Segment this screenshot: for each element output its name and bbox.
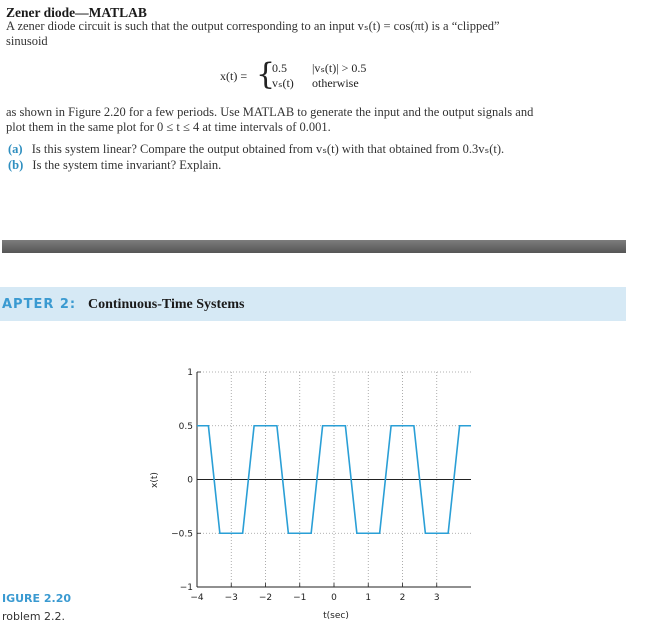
intro-line-1: A zener diode circuit is such that the output corresponding to an input vₛ(t) = cos(πt) is a “clipped” bbox=[6, 19, 500, 33]
figure-plot bbox=[0, 360, 647, 630]
x-axis-label: t(sec) bbox=[323, 611, 349, 621]
body-line-1: as shown in Figure 2.20 for a few periods. Use MATLAB to generate the input and the output signals and bbox=[6, 105, 534, 119]
equation-case1-value: 0.5 bbox=[272, 61, 287, 75]
part-b-text: Is the system time invariant? Explain. bbox=[32, 158, 222, 172]
y-tick-label: 0 bbox=[187, 475, 193, 486]
plot-axes bbox=[197, 372, 471, 587]
x-tick-label: 1 bbox=[365, 593, 372, 603]
equation-case2-value: vₛ(t) bbox=[272, 76, 294, 90]
part-b-label: (b) bbox=[8, 158, 24, 172]
chapter-title: Continuous-Time Systems bbox=[88, 297, 245, 312]
y-tick-label: −1 bbox=[179, 583, 193, 593]
equation-lhs: x(t) = bbox=[220, 69, 248, 83]
figure-caption: roblem 2.2. bbox=[2, 610, 66, 623]
equation-case1-condition: |vₛ(t)| > 0.5 bbox=[312, 61, 367, 75]
page-divider bbox=[2, 240, 626, 253]
x-tick-label: 0 bbox=[331, 593, 337, 603]
part-b bbox=[8, 158, 221, 173]
x-tick-label: −4 bbox=[190, 593, 204, 603]
equation-brace: { bbox=[256, 57, 276, 92]
x-tick-label: 3 bbox=[433, 593, 440, 603]
equation-case2-condition: otherwise bbox=[312, 76, 359, 90]
piecewise-equation bbox=[220, 57, 420, 96]
y-tick-label: 1 bbox=[187, 368, 193, 378]
tick-labels bbox=[171, 368, 439, 603]
problem-title: Zener diode—MATLAB bbox=[6, 5, 147, 20]
x-tick-label: −2 bbox=[258, 593, 273, 603]
figure-label: IGURE 2.20 bbox=[2, 592, 72, 605]
y-tick-label: −0.5 bbox=[171, 529, 193, 540]
part-a-label: (a) bbox=[8, 142, 23, 156]
part-a-text: Is this system linear? Compare the output obtained from vₛ(t) with that obtained from 0.3vₛ(t). bbox=[31, 142, 505, 156]
x-tick-label: −1 bbox=[293, 593, 307, 603]
chapter-prefix: APTER 2: bbox=[2, 297, 77, 312]
y-axis-label: x(t) bbox=[150, 472, 160, 488]
part-a bbox=[8, 142, 504, 157]
body-line-2: plot them in the same plot for 0 ≤ t ≤ 4 at time intervals of 0.001. bbox=[6, 120, 331, 134]
intro-line-2: sinusoid bbox=[6, 34, 48, 48]
x-tick-label: 2 bbox=[399, 593, 406, 603]
x-tick-label: −3 bbox=[224, 593, 238, 603]
y-tick-label: 0.5 bbox=[178, 421, 193, 432]
